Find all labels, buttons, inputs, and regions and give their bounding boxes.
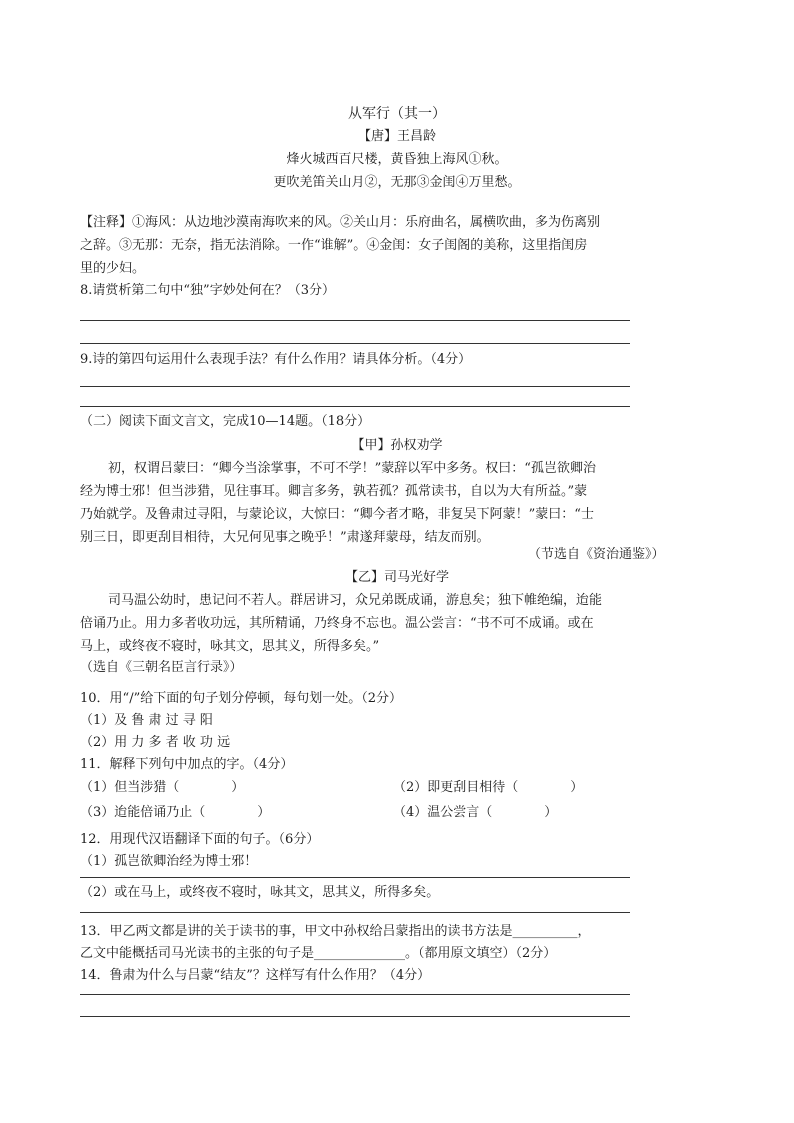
question-10-item-1: （1）及 鲁 肃 过 寻 阳 — [80, 713, 213, 728]
passage-yi-line: 倍诵乃止。用力多者收功远，其所精诵，乃终身不忘也。温公尝言：“书不可不成诵。或在 — [80, 616, 594, 631]
question-12-item-2: （2）或在马上，或终夜不寝时，咏其文，思其义，所得多矣。 — [80, 885, 440, 900]
poem-line-1: 烽火城西百尺楼，黄昏独上海风①秋。 — [286, 152, 508, 167]
answer-line[interactable] — [80, 406, 630, 407]
question-13-line-1: 13．甲乙两文都是讲的关于读书的事，甲文中孙权给吕蒙指出的读书方法是__________， — [80, 924, 591, 939]
question-10-item-2: （2）用 力 多 者 收 功 远 — [80, 735, 231, 750]
question-13-line-2: 乙文中能概括司马光读书的主张的句子是______________。（都用原文填空）（2分） — [80, 946, 557, 961]
answer-line[interactable] — [80, 343, 630, 344]
passage-yi-line: 司马温公幼时，患记问不若人。群居讲习，众兄弟既成诵，游息矣；独下帷绝编，迨能 — [108, 593, 603, 608]
notes-line-3: 里的少妇。 — [80, 261, 146, 276]
question-8: 8.请赏析第二句中“独”字妙处何在？（3分） — [80, 283, 335, 298]
answer-line[interactable] — [80, 1016, 630, 1017]
question-10: 10．用“/”给下面的句子划分停顿，每句划一处。（2分） — [80, 691, 402, 706]
passage-jia-source: （节选自《资治通鉴》） — [528, 547, 665, 562]
question-11: 11．解释下列句中加点的字。（4分） — [80, 757, 294, 772]
question-12: 12．用现代汉语翻译下面的句子。（6分） — [80, 832, 320, 847]
question-14: 14．鲁肃为什么与吕蒙“结友”？这样写有什么作用？（4分） — [80, 968, 431, 983]
passage-jia-line: 别三日，即更刮目相待，大兄何见事之晚乎！”肃遂拜蒙母，结友而别。 — [80, 530, 490, 545]
passage-jia-line: 经为博士邪！但当涉猎，见往事耳。卿言多务，孰若孤？孤常读书，自以为大有所益。”蒙 — [80, 484, 588, 499]
passage-jia-line: 乃始就学。及鲁肃过寻阳，与蒙论议，大惊曰：“卿今者才略，非复吴下阿蒙！”蒙曰：“士 — [80, 507, 594, 522]
passage-jia-title: 【甲】孙权劝学 — [351, 438, 443, 453]
passage-jia-line: 初，权谓吕蒙曰：“卿今当涂掌事，不可不学！”蒙辞以军中多务。权曰：“孤岂欲卿治 — [108, 461, 596, 476]
poem-title: 从军行（其一） — [348, 106, 446, 122]
notes-line-1: 【注释】①海风：从边地沙漠南海吹来的风。②关山月：乐府曲名，属横吹曲，多为伤离别 — [80, 215, 601, 230]
passage-yi-source: （选自《三朝名臣言行录》） — [80, 660, 243, 675]
notes-line-2: 之辞。③无那：无奈，指无法消除。一作“谁解”。④金闺：女子闺阁的美称，这里指闺房 — [80, 238, 588, 253]
answer-line[interactable] — [80, 386, 630, 387]
passage-yi-line: 马上，或终夜不寝时，咏其文，思其义，所得多矣。” — [80, 639, 380, 654]
question-9: 9.诗的第四句运用什么表现手法？有什么作用？请具体分析。（4分） — [80, 352, 472, 367]
question-11-item-2: （2）即更刮目相待（ ） — [393, 780, 584, 795]
question-11-item-4: （4）温公尝言（ ） — [393, 805, 558, 820]
answer-line[interactable] — [80, 320, 630, 321]
answer-line[interactable] — [80, 994, 630, 995]
question-11-item-3: （3）迨能倍诵乃止（ ） — [80, 805, 271, 820]
poem-line-2: 更吹羌笛关山月②，无那③金闺④万里愁。 — [273, 175, 521, 190]
question-11-item-1: （1）但当涉猎（ ） — [80, 780, 245, 795]
question-12-item-1: （1）孤岂欲卿治经为博士邪！ — [80, 854, 258, 869]
passage-yi-title: 【乙】司马光好学 — [344, 570, 449, 585]
section-2-heading: （二）阅读下面文言文，完成10—14题。（18分） — [80, 414, 371, 429]
poem-author: 【唐】王昌龄 — [357, 129, 436, 144]
answer-line[interactable] — [80, 877, 630, 878]
answer-line[interactable] — [80, 912, 630, 913]
